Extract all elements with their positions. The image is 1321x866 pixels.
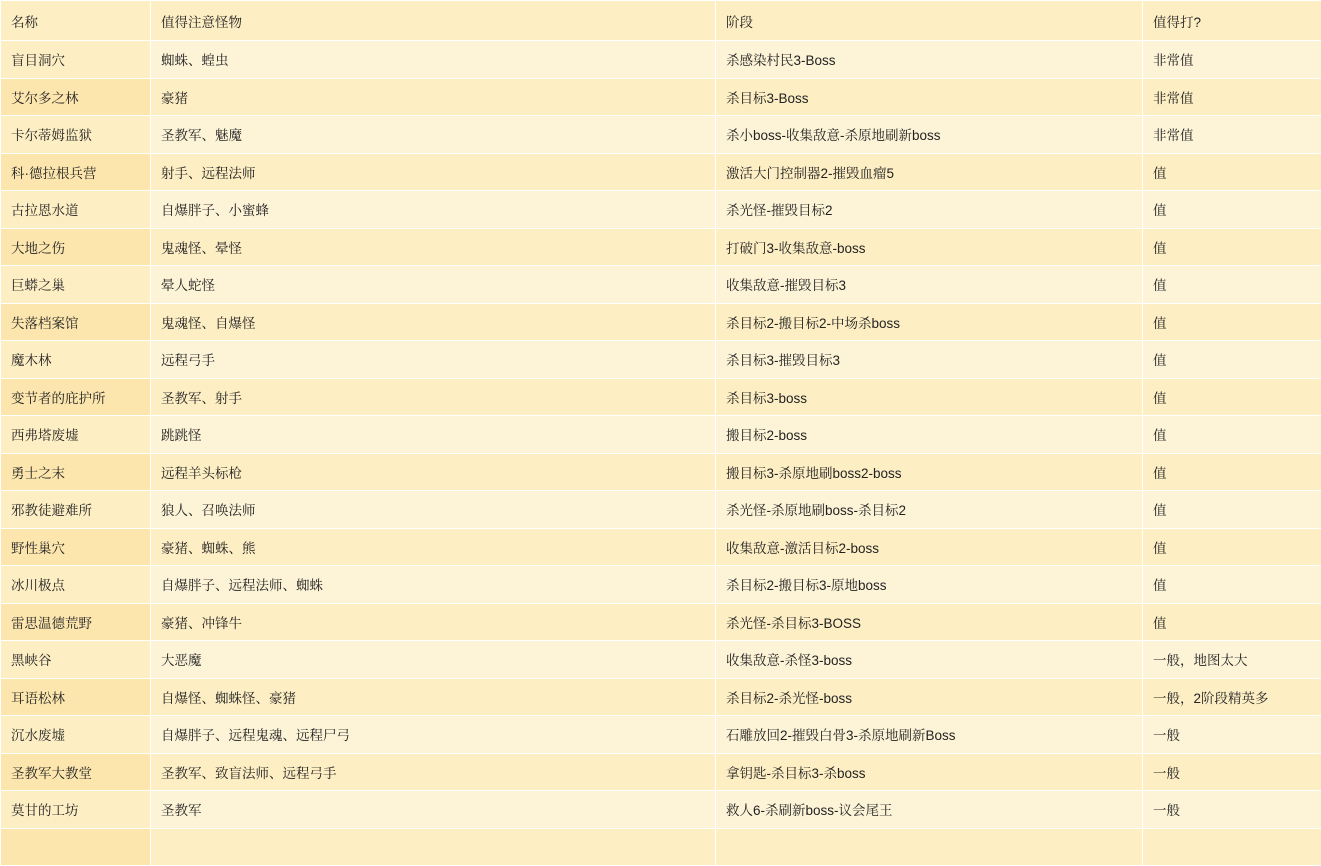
table-row <box>1 753 1321 791</box>
cell-stages: 打破门3-收集敌意-boss <box>716 228 1143 266</box>
cell-name: 魔木林 <box>1 341 151 379</box>
cell-worth: 非常值 <box>1143 78 1321 116</box>
column-header-worth: 值得打? <box>1143 1 1321 41</box>
table-row <box>1 716 1321 754</box>
table-row <box>1 453 1321 491</box>
cell-worth: 值 <box>1143 378 1321 416</box>
cell-monsters: 豪猪 <box>151 78 716 116</box>
table-row <box>1 566 1321 604</box>
cell-worth: 非常值 <box>1143 41 1321 79</box>
cell-stages: 杀目标2-搬目标2-中场杀boss <box>716 303 1143 341</box>
cell-stages: 激活大门控制器2-摧毁血瘤5 <box>716 153 1143 191</box>
table-row <box>1 791 1321 829</box>
cell-worth: 值 <box>1143 491 1321 529</box>
cell-monsters: 自爆胖子、小蜜蜂 <box>151 191 716 229</box>
cell-monsters: 跳跳怪 <box>151 416 716 454</box>
cell-stages: 杀感染村民3-Boss <box>716 41 1143 79</box>
cell-stages: 杀光怪-摧毁目标2 <box>716 191 1143 229</box>
table-row <box>1 303 1321 341</box>
cell-monsters: 圣教军、致盲法师、远程弓手 <box>151 753 716 791</box>
cell-worth: 值 <box>1143 153 1321 191</box>
cell-worth: 值 <box>1143 528 1321 566</box>
cell-monsters: 自爆胖子、远程鬼魂、远程尸弓 <box>151 716 716 754</box>
cell-monsters: 圣教军 <box>151 791 716 829</box>
table-row <box>1 116 1321 154</box>
cell-monsters: 远程弓手 <box>151 341 716 379</box>
table-row <box>1 153 1321 191</box>
table-header-row <box>1 1 1321 41</box>
cell-name: 巨蟒之巢 <box>1 266 151 304</box>
cell-stages: 杀光怪-杀目标3-BOSS <box>716 603 1143 641</box>
cell-name: 莫甘的工坊 <box>1 791 151 829</box>
cell-stages: 搬目标3-杀原地刷boss2-boss <box>716 453 1143 491</box>
cell-monsters: 鬼魂怪、自爆怪 <box>151 303 716 341</box>
cell-worth: 一般 <box>1143 716 1321 754</box>
cell-monsters: 豪猪、冲锋牛 <box>151 603 716 641</box>
table-row <box>1 528 1321 566</box>
cell-worth: 一般 <box>1143 753 1321 791</box>
cell-name: 沉水废墟 <box>1 716 151 754</box>
cell-name: 勇士之末 <box>1 453 151 491</box>
table-row <box>1 491 1321 529</box>
cell-stages: 杀目标3-摧毁目标3 <box>716 341 1143 379</box>
table-row <box>1 828 1321 866</box>
table-header <box>1 1 1321 41</box>
table-row <box>1 228 1321 266</box>
cell-name: 圣教军大教堂 <box>1 753 151 791</box>
column-header-monsters: 值得注意怪物 <box>151 1 716 41</box>
cell-monsters: 圣教军、射手 <box>151 378 716 416</box>
cell-worth: 值 <box>1143 453 1321 491</box>
cell-stages: 石雕放回2-摧毁白骨3-杀原地刷新Boss <box>716 716 1143 754</box>
cell-stages: 杀目标2-杀光怪-boss <box>716 678 1143 716</box>
cell-name: 耳语松林 <box>1 678 151 716</box>
table-row <box>1 341 1321 379</box>
cell-worth: 值 <box>1143 566 1321 604</box>
cell-name: 野性巢穴 <box>1 528 151 566</box>
cell-monsters: 自爆胖子、远程法师、蜘蛛 <box>151 566 716 604</box>
table-row <box>1 678 1321 716</box>
table-row <box>1 378 1321 416</box>
cell-name: 科·德拉根兵营 <box>1 153 151 191</box>
cell-monsters: 蜘蛛、蝗虫 <box>151 41 716 79</box>
cell-worth: 值 <box>1143 303 1321 341</box>
cell-name: 艾尔多之林 <box>1 78 151 116</box>
table-row <box>1 41 1321 79</box>
cell-monsters: 大恶魔 <box>151 641 716 679</box>
cell-worth: 一般 <box>1143 791 1321 829</box>
cell-name: 邪教徒避难所 <box>1 491 151 529</box>
cell-worth: 值 <box>1143 191 1321 229</box>
table-row <box>1 416 1321 454</box>
cell-worth: 值 <box>1143 266 1321 304</box>
cell-monsters: 射手、远程法师 <box>151 153 716 191</box>
cell-stages: 救人6-杀刷新boss-议会尾王 <box>716 791 1143 829</box>
cell-worth: 值 <box>1143 341 1321 379</box>
column-header-name: 名称 <box>1 1 151 41</box>
cell-monsters: 豪猪、蜘蛛、熊 <box>151 528 716 566</box>
column-header-stages: 阶段 <box>716 1 1143 41</box>
cell-stages: 拿钥匙-杀目标3-杀boss <box>716 753 1143 791</box>
table-row <box>1 603 1321 641</box>
cell-monsters: 远程羊头标枪 <box>151 453 716 491</box>
cell-worth: 非常值 <box>1143 116 1321 154</box>
cell-worth: 值 <box>1143 416 1321 454</box>
cell-name: 西弗塔废墟 <box>1 416 151 454</box>
cell-stages: 收集敌意-激活目标2-boss <box>716 528 1143 566</box>
table-row <box>1 78 1321 116</box>
cell-monsters: 狼人、召唤法师 <box>151 491 716 529</box>
table-body <box>1 41 1321 866</box>
cell-empty <box>1 828 151 866</box>
cell-name: 盲目洞穴 <box>1 41 151 79</box>
cell-worth: 值 <box>1143 228 1321 266</box>
cell-empty <box>151 828 716 866</box>
cell-monsters: 圣教军、魅魔 <box>151 116 716 154</box>
cell-stages: 杀目标2-搬目标3-原地boss <box>716 566 1143 604</box>
cell-stages: 搬目标2-boss <box>716 416 1143 454</box>
cell-name: 古拉恩水道 <box>1 191 151 229</box>
cell-stages: 杀小boss-收集敌意-杀原地刷新boss <box>716 116 1143 154</box>
cell-worth: 值 <box>1143 603 1321 641</box>
cell-name: 黑峡谷 <box>1 641 151 679</box>
cell-name: 变节者的庇护所 <box>1 378 151 416</box>
cell-worth: 一般，地图太大 <box>1143 641 1321 679</box>
cell-stages: 杀目标3-boss <box>716 378 1143 416</box>
cell-stages: 收集敌意-摧毁目标3 <box>716 266 1143 304</box>
cell-monsters: 晕人蛇怪 <box>151 266 716 304</box>
cell-empty <box>716 828 1143 866</box>
cell-empty <box>1143 828 1321 866</box>
cell-stages: 杀光怪-杀原地刷boss-杀目标2 <box>716 491 1143 529</box>
cell-monsters: 自爆怪、蜘蛛怪、豪猪 <box>151 678 716 716</box>
table-row <box>1 191 1321 229</box>
cell-name: 卡尔蒂姆监狱 <box>1 116 151 154</box>
cell-name: 冰川极点 <box>1 566 151 604</box>
cell-monsters: 鬼魂怪、晕怪 <box>151 228 716 266</box>
table-row <box>1 641 1321 679</box>
cell-name: 大地之伤 <box>1 228 151 266</box>
cell-worth: 一般，2阶段精英多 <box>1143 678 1321 716</box>
cell-name: 失落档案馆 <box>1 303 151 341</box>
cell-stages: 收集敌意-杀怪3-boss <box>716 641 1143 679</box>
cell-name: 雷思温德荒野 <box>1 603 151 641</box>
table-row <box>1 266 1321 304</box>
cell-stages: 杀目标3-Boss <box>716 78 1143 116</box>
